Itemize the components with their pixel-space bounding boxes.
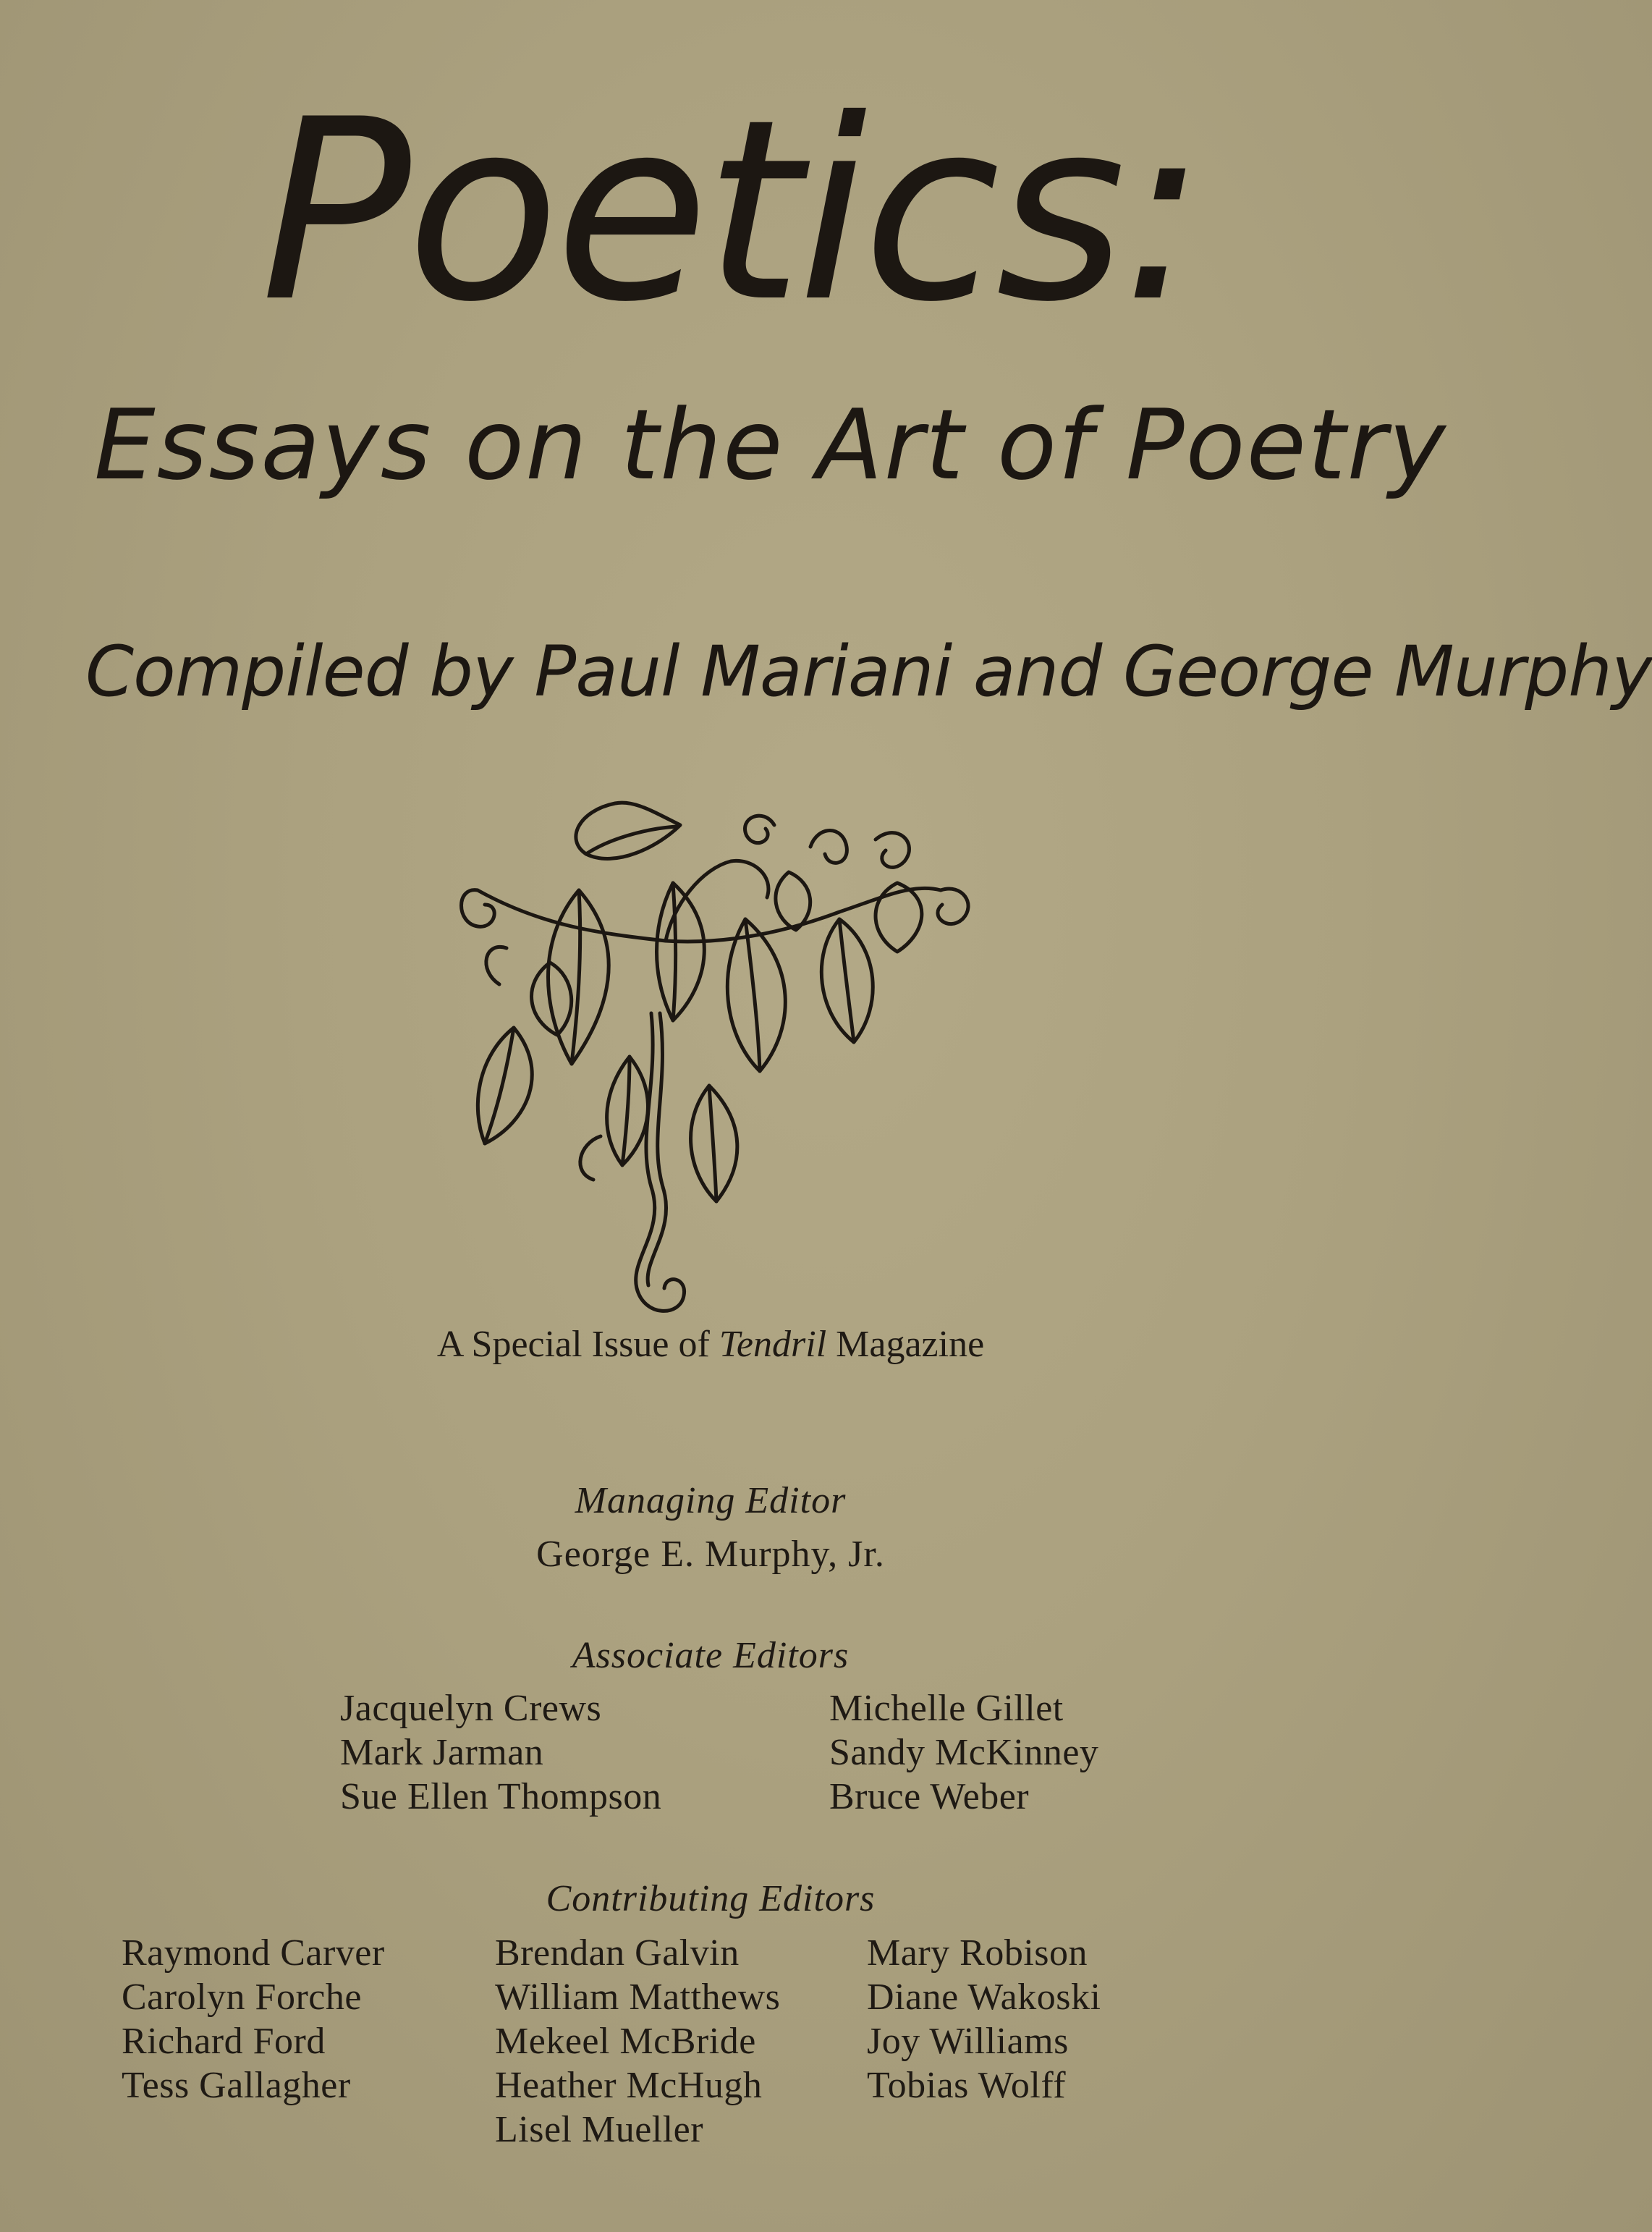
associate-editor-name: Bruce Weber — [829, 1776, 1030, 1817]
contributing-editor-name: Mekeel McBride — [495, 2021, 756, 2062]
page-title: Poetics: — [260, 67, 1202, 357]
page-subtitle: Essays on the Art of Poetry — [94, 389, 1447, 502]
contributing-editor-name: Mary Robison — [867, 1932, 1088, 1974]
contributing-editor-name: William Matthews — [495, 1977, 781, 2018]
compiled-by-line: Compiled by Paul Mariani and George Murphy — [85, 631, 1652, 712]
magazine-name: Tendril — [719, 1324, 827, 1365]
contributing-editor-name: Lisel Mueller — [495, 2109, 704, 2150]
contributing-editors-column-2 — [495, 1931, 780, 2152]
associate-editor-name: Sue Ellen Thompson — [340, 1776, 662, 1817]
associate-editor-name: Sandy McKinney — [829, 1732, 1099, 1773]
contributing-editor-name: Brendan Galvin — [495, 1932, 740, 1974]
special-issue-prefix: A Special Issue of — [436, 1324, 719, 1365]
contributing-editors-column-3 — [867, 1931, 1101, 2108]
managing-editor-name: George E. Murphy, Jr. — [536, 1534, 885, 1575]
contributing-editor-name: Tobias Wolff — [867, 2065, 1067, 2106]
associate-editor-name: Jacquelyn Crews — [340, 1688, 602, 1729]
contributing-editor-name: Joy Williams — [867, 2021, 1069, 2062]
special-issue-suffix: Magazine — [826, 1324, 985, 1365]
associate-editors-column-1 — [340, 1686, 661, 1819]
contributing-editors-column-1 — [122, 1931, 385, 2108]
contributing-editor-name: Diane Wakoski — [867, 1977, 1101, 2018]
contributing-editor-name: Carolyn Forche — [122, 1977, 362, 2018]
contributing-editor-name: Richard Ford — [122, 2021, 326, 2062]
contributing-editor-name: Raymond Carver — [122, 1932, 385, 1974]
managing-editor-heading: Managing Editor — [575, 1480, 847, 1521]
associate-editor-name: Michelle Gillet — [829, 1688, 1064, 1729]
associate-editor-name: Mark Jarman — [340, 1732, 544, 1773]
associate-editors-column-2 — [829, 1686, 1098, 1819]
contributing-editors-heading: Contributing Editors — [546, 1878, 876, 1919]
associate-editors-heading: Associate Editors — [572, 1635, 850, 1676]
ivy-vine-illustration — [434, 796, 984, 1332]
contributing-editor-name: Tess Gallagher — [122, 2065, 351, 2106]
contributing-editor-name: Heather McHugh — [495, 2065, 763, 2106]
special-issue-line — [0, 1326, 1421, 1364]
